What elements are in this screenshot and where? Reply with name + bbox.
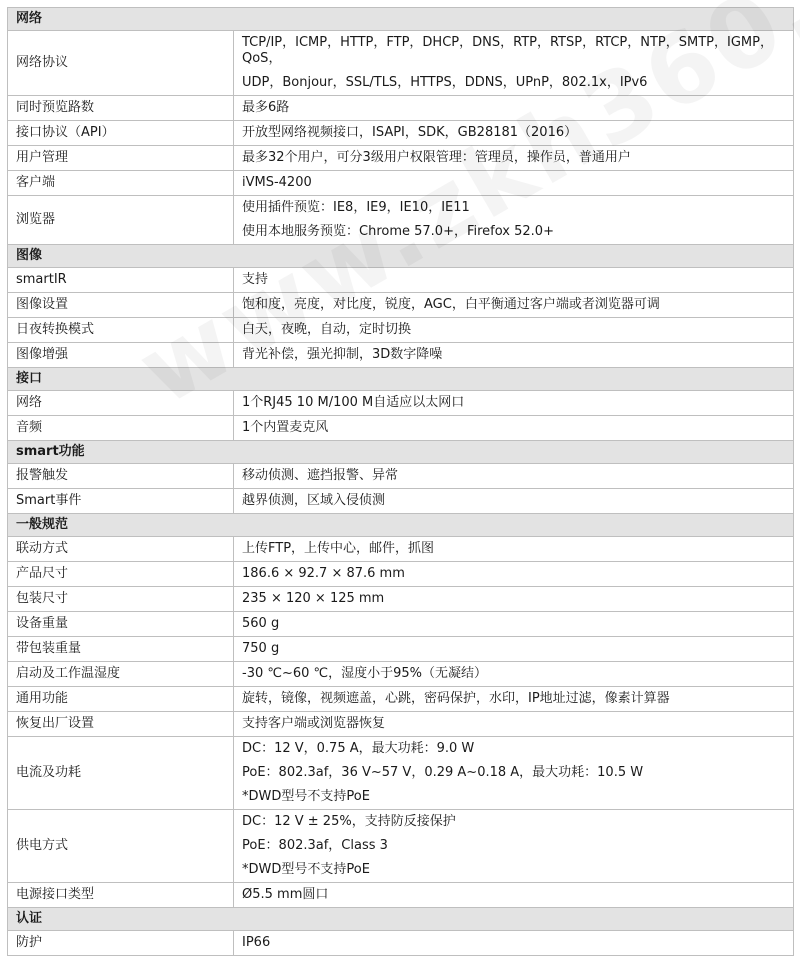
spec-value: 支持客户端或浏览器恢复 [234, 712, 794, 737]
spec-value: 越界侦测，区域入侵侦测 [234, 489, 794, 514]
spec-value: 最多32个用户，可分3级用户权限管理：管理员，操作员，普通用户 [234, 146, 794, 171]
section-title: 认证 [8, 908, 794, 931]
spec-row [8, 587, 794, 612]
spec-row [8, 737, 794, 810]
section-header-row [8, 441, 794, 464]
spec-value: -30 ℃~60 ℃，湿度小于95%（无凝结） [234, 662, 794, 687]
spec-value: iVMS-4200 [234, 171, 794, 196]
spec-value-line: PoE：802.3af，36 V~57 V，0.29 A~0.18 A，最大功耗：10.5 W [242, 765, 644, 780]
spec-label: 浏览器 [8, 196, 234, 245]
spec-label: 带包装重量 [8, 637, 234, 662]
spec-value: 750 g [234, 637, 794, 662]
spec-row [8, 343, 794, 368]
spec-label: 日夜转换模式 [8, 318, 234, 343]
spec-label: 启动及工作温湿度 [8, 662, 234, 687]
spec-value: 560 g [234, 612, 794, 637]
spec-value: 上传FTP，上传中心，邮件，抓图 [234, 537, 794, 562]
spec-value [234, 31, 794, 96]
section-title: 图像 [8, 245, 794, 268]
spec-label: 接口协议（API） [8, 121, 234, 146]
spec-row [8, 121, 794, 146]
spec-row [8, 883, 794, 908]
spec-table [7, 7, 794, 956]
section-title: smart功能 [8, 441, 794, 464]
spec-label: 设备重量 [8, 612, 234, 637]
spec-value-line: 使用插件预览：IE8，IE9，IE10，IE11 [242, 200, 470, 215]
spec-value: 白天，夜晚，自动，定时切换 [234, 318, 794, 343]
spec-label: 包装尺寸 [8, 587, 234, 612]
spec-value: 186.6 × 92.7 × 87.6 mm [234, 562, 794, 587]
spec-label: 电源接口类型 [8, 883, 234, 908]
section-title: 接口 [8, 368, 794, 391]
spec-value-line: TCP/IP，ICMP，HTTP，FTP，DHCP，DNS，RTP，RTSP，RTCP，NTP，SMTP，IGMP，QoS， [242, 35, 773, 66]
spec-value: 移动侦测、遮挡报警、异常 [234, 464, 794, 489]
spec-row [8, 96, 794, 121]
spec-row [8, 146, 794, 171]
spec-value-line: DC：12 V，0.75 A，最大功耗：9.0 W [242, 741, 475, 756]
section-header-row [8, 908, 794, 931]
spec-value-line: 使用本地服务预览：Chrome 57.0+，Firefox 52.0+ [242, 224, 554, 239]
spec-value: 1个内置麦克风 [234, 416, 794, 441]
spec-label: 报警触发 [8, 464, 234, 489]
spec-row [8, 293, 794, 318]
spec-row [8, 416, 794, 441]
spec-row [8, 268, 794, 293]
spec-row [8, 687, 794, 712]
spec-value: 饱和度，亮度，对比度，锐度，AGC，白平衡通过客户端或者浏览器可调 [234, 293, 794, 318]
section-header-row [8, 368, 794, 391]
spec-value-line: *DWD型号不支持PoE [242, 789, 370, 804]
spec-label: 联动方式 [8, 537, 234, 562]
spec-sheet [7, 7, 793, 956]
spec-label: 客户端 [8, 171, 234, 196]
spec-label: 用户管理 [8, 146, 234, 171]
spec-label: 防护 [8, 931, 234, 956]
spec-row [8, 318, 794, 343]
section-header-row [8, 514, 794, 537]
section-header-row [8, 245, 794, 268]
spec-label: 恢复出厂设置 [8, 712, 234, 737]
section-header-row [8, 8, 794, 31]
spec-table-body [8, 8, 794, 956]
spec-row [8, 712, 794, 737]
spec-value: 背光补偿，强光抑制，3D数字降噪 [234, 343, 794, 368]
spec-label: smartIR [8, 268, 234, 293]
spec-row [8, 662, 794, 687]
spec-label: 电流及功耗 [8, 737, 234, 810]
spec-row [8, 489, 794, 514]
spec-value [234, 810, 794, 883]
spec-value-line: PoE：802.3af，Class 3 [242, 838, 388, 853]
section-title: 一般规范 [8, 514, 794, 537]
spec-row [8, 537, 794, 562]
section-title: 网络 [8, 8, 794, 31]
spec-label: 通用功能 [8, 687, 234, 712]
spec-value: 旋转，镜像，视频遮盖，心跳，密码保护，水印，IP地址过滤，像素计算器 [234, 687, 794, 712]
spec-label: 同时预览路数 [8, 96, 234, 121]
spec-label: 供电方式 [8, 810, 234, 883]
spec-row [8, 612, 794, 637]
spec-row [8, 637, 794, 662]
spec-label: 图像设置 [8, 293, 234, 318]
spec-row [8, 391, 794, 416]
spec-row [8, 810, 794, 883]
spec-value-line: UDP，Bonjour，SSL/TLS，HTTPS，DDNS，UPnP，802.1x，IPv6 [242, 75, 648, 90]
spec-label: Smart事件 [8, 489, 234, 514]
spec-value: 开放型网络视频接口，ISAPI，SDK，GB28181（2016） [234, 121, 794, 146]
spec-label: 网络协议 [8, 31, 234, 96]
spec-label: 图像增强 [8, 343, 234, 368]
spec-value: 235 × 120 × 125 mm [234, 587, 794, 612]
spec-value: 支持 [234, 268, 794, 293]
spec-label: 音频 [8, 416, 234, 441]
spec-value [234, 737, 794, 810]
spec-value: IP66 [234, 931, 794, 956]
spec-value: 1个RJ45 10 M/100 M自适应以太网口 [234, 391, 794, 416]
spec-value: Ø5.5 mm圆口 [234, 883, 794, 908]
spec-value-line: *DWD型号不支持PoE [242, 862, 370, 877]
spec-row [8, 31, 794, 96]
spec-row [8, 196, 794, 245]
spec-label: 网络 [8, 391, 234, 416]
spec-value: 最多6路 [234, 96, 794, 121]
spec-value-line: DC：12 V ± 25%，支持防反接保护 [242, 814, 456, 829]
spec-row [8, 171, 794, 196]
spec-row [8, 464, 794, 489]
spec-label: 产品尺寸 [8, 562, 234, 587]
spec-value [234, 196, 794, 245]
spec-row [8, 562, 794, 587]
